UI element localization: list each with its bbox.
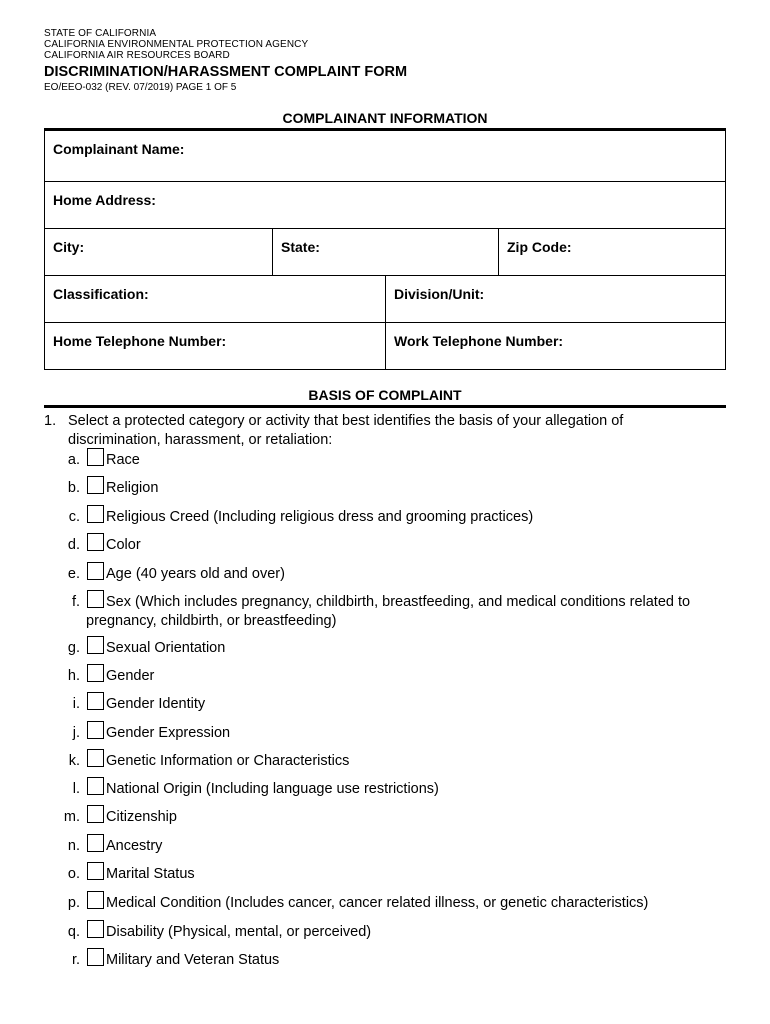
division-unit-label: Division/Unit: <box>394 286 485 302</box>
home-address-field[interactable] <box>44 181 726 229</box>
option-letter: r. <box>71 952 80 968</box>
option-label: Race <box>106 452 140 468</box>
option-label: Gender <box>106 668 155 684</box>
form-title: DISCRIMINATION/HARASSMENT COMPLAINT FORM <box>44 64 408 80</box>
question-text-line2: discrimination, harassment, or retaliation: <box>68 432 333 448</box>
option-letter: c. <box>68 509 80 525</box>
option-letter: a. <box>67 452 80 468</box>
option-label: Gender Identity <box>106 696 206 712</box>
option-letter: p. <box>67 895 80 911</box>
classification-label: Classification: <box>53 286 149 302</box>
complainant-name-label: Complainant Name: <box>53 141 185 157</box>
option-letter: m. <box>63 809 80 825</box>
state-label: State: <box>281 239 320 255</box>
age-checkbox[interactable] <box>87 562 104 580</box>
option-label: Ancestry <box>106 838 163 854</box>
option-letter: i. <box>72 696 80 712</box>
option-label: Sexual Orientation <box>106 640 226 656</box>
gender-checkbox[interactable] <box>87 664 104 682</box>
option-letter: j. <box>72 725 80 741</box>
genetic-information-checkbox[interactable] <box>87 749 104 767</box>
military-veteran-status-checkbox[interactable] <box>87 948 104 966</box>
gender-identity-checkbox[interactable] <box>87 692 104 710</box>
option-label: Religion <box>106 480 159 496</box>
option-letter: f. <box>71 594 80 610</box>
agency-line: CALIFORNIA ENVIRONMENTAL PROTECTION AGENCY <box>44 39 309 50</box>
option-letter: l. <box>72 781 80 797</box>
home-address-label: Home Address: <box>53 192 156 208</box>
option-label: Color <box>106 537 141 553</box>
sex-checkbox[interactable] <box>87 590 104 608</box>
option-letter: n. <box>67 838 80 854</box>
gender-expression-checkbox[interactable] <box>87 721 104 739</box>
option-label: Medical Condition (Includes cancer, cancer related illness, or genetic characteristics) <box>106 895 649 911</box>
city-field[interactable] <box>44 228 273 276</box>
option-label: Religious Creed (Including religious dress and grooming practices) <box>106 509 534 525</box>
complainant-section-title: COMPLAINANT INFORMATION <box>282 110 488 126</box>
national-origin-checkbox[interactable] <box>87 777 104 795</box>
option-letter: h. <box>67 668 80 684</box>
question-number: 1. <box>44 413 57 429</box>
option-label: Genetic Information or Characteristics <box>106 753 350 769</box>
option-label: Marital Status <box>106 866 195 882</box>
color-checkbox[interactable] <box>87 533 104 551</box>
citizenship-checkbox[interactable] <box>87 805 104 823</box>
option-label: Gender Expression <box>106 725 231 741</box>
form-id: EO/EEO-032 (REV. 07/2019) PAGE 1 OF 5 <box>44 82 237 93</box>
ancestry-checkbox[interactable] <box>87 834 104 852</box>
option-label: Age (40 years old and over) <box>106 566 285 582</box>
race-checkbox[interactable] <box>87 448 104 466</box>
option-label: National Origin (Including language use restrictions) <box>106 781 439 797</box>
home-telephone-field[interactable] <box>44 322 386 370</box>
option-letter: q. <box>67 924 80 940</box>
complainant-name-field[interactable] <box>44 131 726 182</box>
religion-checkbox[interactable] <box>87 476 104 494</box>
division-unit-field[interactable] <box>385 275 726 323</box>
option-letter: b. <box>67 480 80 496</box>
option-label: Military and Veteran Status <box>106 952 280 968</box>
basis-section-title: BASIS OF COMPLAINT <box>308 387 462 403</box>
agency-line: STATE OF CALIFORNIA <box>44 28 157 39</box>
zip-code-field[interactable] <box>498 228 726 276</box>
agency-line: CALIFORNIA AIR RESOURCES BOARD <box>44 50 230 61</box>
state-field[interactable] <box>272 228 499 276</box>
zip-code-label: Zip Code: <box>507 239 572 255</box>
disability-checkbox[interactable] <box>87 920 104 938</box>
option-letter: d. <box>67 537 80 553</box>
option-label-continuation: pregnancy, childbirth, or breastfeeding) <box>86 613 337 629</box>
option-label: Citizenship <box>106 809 177 825</box>
question-text-line1: Select a protected category or activity that best identifies the basis of your allegation of <box>68 413 624 429</box>
sexual-orientation-checkbox[interactable] <box>87 636 104 654</box>
option-letter: g. <box>67 640 80 656</box>
work-telephone-field[interactable] <box>385 322 726 370</box>
city-label: City: <box>53 239 85 255</box>
religious-creed-checkbox[interactable] <box>87 505 104 523</box>
option-letter: o. <box>67 866 80 882</box>
home-telephone-label: Home Telephone Number: <box>53 333 227 349</box>
medical-condition-checkbox[interactable] <box>87 891 104 909</box>
marital-status-checkbox[interactable] <box>87 862 104 880</box>
option-letter: e. <box>67 566 80 582</box>
option-label: Disability (Physical, mental, or perceived) <box>106 924 372 940</box>
form-header <box>44 28 407 93</box>
work-telephone-label: Work Telephone Number: <box>394 333 564 349</box>
classification-field[interactable] <box>44 275 386 323</box>
option-letter: k. <box>68 753 80 769</box>
section-divider <box>44 405 726 408</box>
option-label: Sex (Which includes pregnancy, childbirth, breastfeeding, and medical conditions related to <box>106 594 691 610</box>
